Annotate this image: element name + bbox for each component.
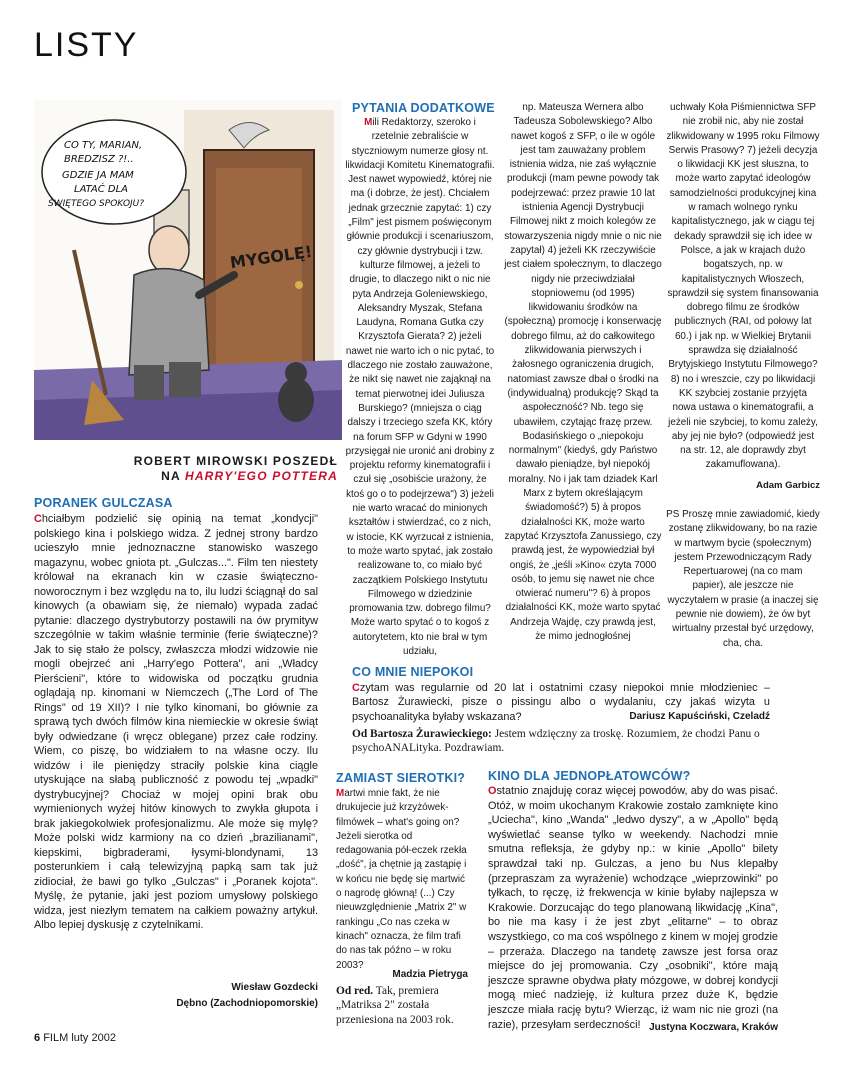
heading-poranek: PORANEK GULCZASA [34,496,173,510]
signature-pietryga: Madzia Pietryga [392,969,468,980]
caption-highlight: HARRY'EGO POTTERA [184,469,338,483]
reply-redakcja-from: Od red. [336,985,374,997]
page-title: LISTY [34,26,139,64]
article-sierotki-body: Martwi mnie fakt, że nie drukujecie już krzyżówek-filmówek – what's going on? Jeżeli sierotka od redagowania pół-eczek rzekła „dość", ja chętnie ją zastąpię i w końcu nie będę się martwić o nagrodę główną! (...) Czy nieuwzględnienie „Matrix 2" w rankingu „Co nas czeka w kinach" oznacza, że film trafi do nas tak późno – w roku 2003? [336,788,467,971]
magazine-name: FILM [43,1032,69,1044]
article-pytania-ps: PS Proszę mnie zawiadomić, kiedy zostanę zlikwidowany, bo na razie w martwym bycie (społecznym) jestem Przewodniczącym Rady Repertuarowej (na co mam papier), ale jeszcze nie wyczytałem w prasie (a inaczej się pewnie nie dowiem), że ów byt wirtualny przestał być urzędowy, cha, cha. [666,509,820,649]
reply-redakcja [336,984,470,1027]
bubble-line-4: LATAĆ DLA [74,184,128,195]
reply-zurawiecki-from: Od Bartosza Żurawieckiego: [352,728,492,740]
reply-zurawiecki-text: Jestem wdzięczny za troskę. Rozumiem, że chodzi Panu o psychoANALityka. Pozdrawiam. [352,728,760,755]
reply-zurawiecki [352,727,762,756]
page-footer [34,1032,116,1044]
signature-garbicz: Adam Garbicz [756,480,820,491]
cartoon-drawing [34,100,342,440]
heading-jednoplatowcow: KINO DLA JEDNOPŁATOWCÓW? [488,769,691,783]
article-pytania-col1: Mili Redaktorzy, szeroko i rzetelnie zebraliście w styczniowym numerze głosy nt. likwidacji Komitetu Kinematografii. Jest nawet wypowiedź, której nie ma (i dobrze, że jest). Chciałem jednak grzecznie zapytać: 1) czy „Film" jest pismem poświęconym głównie produkcji i scenariuszom, czy głównie dystrybucji i tzw. kulturze filmowej, a jeżeli to drugie, to dlaczego nikt o nic nie pyta Andrzeja Goleniewskiego, Aleksandry Myszak, Stefana Laudyna, Romana Gutka czy Krzysztofa Gierata? 2) jeżeli nawet nie warto ich o nic pytać, to dlaczego nie zostało zauważone, że nikt się nawet nie zająknął na temat pierwotnej idei Juliusza Burskiego? (mniejsza o ciąg dalszy i trzeciego szefa KK, który na forum SFP w Gdyni w 1990 przysięgał nie uronić ani drobiny z projektu reformy kinematografii i czuł się „osobiście urażony, że ktoś go o to podejrzewa") 3) jeżeli nie warto wracać do minionych kształtów i stwierdzać, co z nich, w istocie, KK wyrzucał z istnienia, to może warto spytać, jak zostało realizowane to, co miało być zaczątkiem Polskiego Instytutu Filmowego w dziedzinie promowania tzw. dobrego filmu? Może warto spytać o to kogoś z autorytetem, kto nie brał w tym udziału, [345,117,495,657]
bubble-line-1: CO TY, MARIAN, [64,140,143,151]
issue-date: luty 2002 [71,1032,116,1044]
article-pytania-col2: np. Mateusza Wernera albo Tadeusza Sobolewskiego? Albo nawet kogoś z SFP, o ile w ogóle jest tam zauważany problem istnienia widza, nie zaś wyłącznie produkcji (mam pewne powody tak podejrzewać: przez prawie 10 lat istnienia Agencji Dystrybucji Filmowej nikt z moich kolegów ze stowarzyszenia nigdy mnie o nic nie zapytał) 4) jeżeli KK rzeczywiście jest ciałem społecznym, to dlaczego nigdy nie przeciwdziałał stopniowemu (od 1995) likwidowaniu środków na (społeczną) promocję i konserwację dobrego filmu, aż do całkowitego zlikwidowania pierwszych i żałosnego ograniczenia drugich, natomiast zawsze dbał o środki na (indywidualną) produkcję? Skąd ta aspołeczność? Nb. tego się ubawiłem, czytając frazę przew. Bodasińskiego o „niepokoju normalnym" (kiedyś, gdy Państwo dawało pieniądze, był niepokój moralny. No i jak tam dziadek Karl Marx z bytem określającym świadomość?) 5) à propos działalności KK, może warto zapytać Krzysztofa Zanussiego, czy prawdą jest, że wypowiedział był ongiś, że „jeśli »Kino« czyta 7000 osób, to jemu się nawet nie chce otwierać numeru"? 6) à propos działalności KK, może warto spytać Andrzeja Wajdę, czy prawdą jest, że mimo jednogłośnej [504,102,662,642]
bubble-line-3: GDZIE JA MAM [62,170,134,181]
page-number: 6 [34,1032,41,1044]
location-debno: Dębno (Zachodniopomorskie) [176,998,318,1009]
caption-line-2 [34,469,338,484]
article-poranek-body: Chciałbym podzielić się opinią na temat „kondycji" polskiego kina i polskiego widza. Z jednej strony bardzo ucieszyło mnie jednoznaczne stanowisko waszego magazynu, wobec gniota pt. „Gulczas...". Film ten niestety królował na ekranach kin w czasie świąteczno-noworocznym i bez względu na to, ilu ludzi ściągnął do sal kinowych (a obawiam się, że niemało) wypada zadać pytanie: dlaczego dystrybutorzy postawili na ów prymityw szczególnie w takim właśnie terminie (ferie świąteczne)? Jak to się stało że polscy, zwłaszcza młodzi widzowie nie mogli obejrzeć ani „Harry'ego Pottera", ani „Władcy Pierścieni", które to widowiska od początku grudnia oglądają np. kinomani w Niemczech („The Lord of The Rings" od 19 XII)? I nie tylko kinomani, bo głównie za sprawą tych dwóch filmów kina niemieckie w okresie świąt były odwiedzane (i wręcz oblegane) przez całe rodziny. Wiem, co piszę, bo widziałem to na własne oczy. Ilu widzów i ile pieniędzy straciły polskie kina ciągle utyskujące na słabą publiczność z powodu tej „wpadki" dystrybucyjnej? Chociaż w mojej opini brak obu wymienionych wyżej hitów kinowych to zwykła głupota i brak jakiegokolwiek profesjonalizmu. Ale może się mylę? Może polski widz karmiony na co dzień „brazilianami", kiepskimi, bigbraderami, łysymi-blondynami, 13 posterunkiem i całą telewizyjną papką sam tak już zidiociał, że bawi go tylko „Gulczas" i „Poranek kojota". Myślę, że pytanie, jaki jest poziom umysłowy polskiego widza, jest niezłym tematem na całkiem poważny artykuł. Albo lepiej dyskusję z czytelnikami. [34,513,318,931]
signature-kapuscinski: Dariusz Kapuściński, Czeladź [629,711,770,722]
article-niepokoi-body: Czytam was regularnie od 20 lat i ostatnimi czasy niepokoi mnie młodzieniec – Bartosz Żurawiecki, pisze o pissingu albo o wydalaniu, czy jakaś wizyta u psychoanalityka byłaby wskazana? [352,682,770,723]
cartoon-caption [34,454,338,484]
bubble-line-5: ŚWIĘTEGO SPOKOJU? [48,199,145,209]
heading-pytania: PYTANIA DODATKOWE [352,101,495,115]
article-pytania-col3: uchwały Koła Piśmiennictwa SFP nie zrobił nic, aby nie został zlikwidowany w 1995 roku Filmowy Serwis Prasowy? 7) jeżeli decyzja o likwidacji KK jest słuszna, to może warto zapytać ideologów samodzielności produkcyjnej kina w ramach wolnego rynku kapitalistycznego, jak w ciągu tej dekady sprawdził się ich idee w Polsce, a jak w krajach dużo bogatszych, np. w kapitalistycznych Włoszech, sprawdził się system finansowania dobrego filmu ze środków publicznych (RAI, od połowy lat 60.) i jak np. w Wielkiej Brytanii sprawdza się działalność Brytyjskiego Instytutu Filmowego? 8) no i wreszcie, czy po likwidacji KK szybciej zostanie przyjęta nowa ustawa o kinematografii, a jeżeli nie szybciej, to komu zależy, aby jej nie było? (odpowiedź jest na str. 12, ale doprawdy zbyt zakamuflowana). [666,102,820,471]
article-jednoplatowcow-body: Ostatnio znajduję coraz więcej powodów, aby do was pisać. Otóż, w moim ukochanym Krakowie zostało zamknięte kino „Uciecha", kino „Wanda" „ledwo dyszy", a w „Apollo" będą wyświetlać seanse tylko w weekendy. Nachodzi mnie smutna refleksja, że gdyby np.: w kinie „Apollo" bilety sprawdzał taki np. Gulczas, a jeno bu Nus klepałby (przepraszam za wyrażenie) wchodzące „wieprzowinki" po tyłkach, to ręczę, iż frekwencja w kinie byłaby najlepsza w Krakowie. Dorzucając do tego planowaną likwidację „Kina", bo nie ma kasy i że jest zbyt „elitarne" – to obraz wszystkiego, co ma coś wspólnego z kinem w mojej grodzie – przeraża. Dlaczego na tandetę zawsze jest forsa oraz miejsce do jej promowania. Czy „osobniki", które mają jeszcze sprawne obydwa płaty mózgowe, w dobrej kondycji mogą mieć nadzieję, iż kultura przez duże K, będzie jeszcze miała rację bytu? Wierząc, iż wam nic nie grozi (na razie), przesyłam serdeczności! [488,785,778,1031]
signature-koczwara: Justyna Koczwara, Kraków [649,1022,778,1033]
heading-sierotki: ZAMIAST SIEROTKI? [336,771,466,785]
caption-line-2-prefix: NA [161,469,185,483]
caption-line-1: ROBERT MIROWSKI POSZEDŁ [133,454,338,468]
heading-niepokoi: CO MNIE NIEPOKOI [352,665,474,679]
bubble-line-2: BREDZISZ ?!.. [64,154,134,165]
signature-gozdecki: Wiesław Gozdecki [231,982,318,993]
reply-redakcja-text: Tak, premiera „Matriksa 2" została przeniesiona na 2003 rok. [336,985,454,1026]
cartoon-illustration [34,100,342,440]
door-sign: MYGOLĘ! [228,241,314,273]
